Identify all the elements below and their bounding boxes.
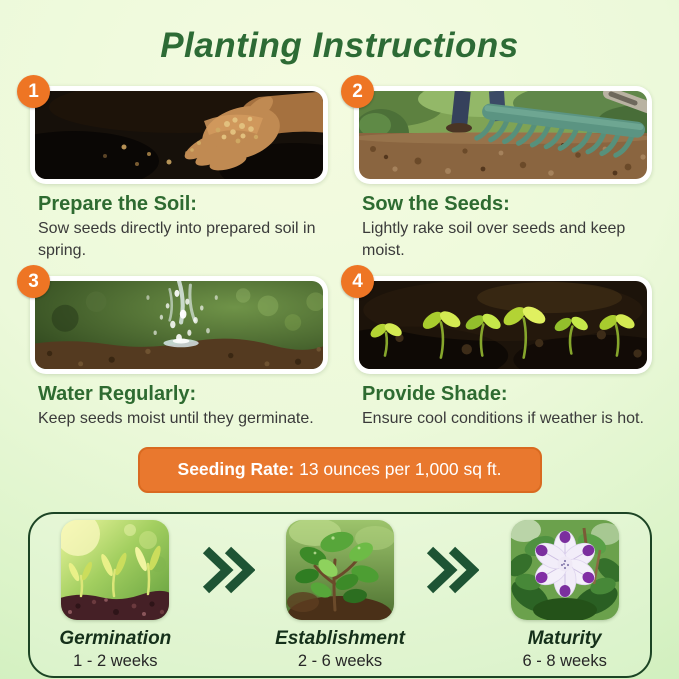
stage-duration: 2 - 6 weeks (297, 651, 383, 670)
step-title: Provide Shade: (362, 383, 508, 406)
step-number-badge: 3 (17, 265, 50, 298)
step-card-water-regularly (28, 270, 328, 430)
steps-grid (28, 80, 652, 430)
step-number-badge: 1 (17, 75, 50, 108)
double-chevron-right-icon (425, 545, 479, 595)
stage-duration: 6 - 8 weeks (522, 651, 607, 670)
step-number-badge: 4 (341, 265, 374, 298)
stage-germination (30, 520, 201, 671)
step-number-badge: 2 (341, 75, 374, 108)
photo-frame (354, 276, 652, 374)
seeding-rate-label: Seeding Rate: (177, 459, 295, 480)
step-description: Ensure cool conditions if weather is hot. (362, 410, 644, 428)
step-title: Sow the Seeds: (362, 193, 510, 215)
step-description: Sow seeds directly into prepared soil in spring. (38, 220, 316, 260)
page-title: Planting Instructions (160, 26, 519, 65)
photo-frame (30, 276, 328, 374)
garden-rake-photo (359, 91, 647, 179)
stage-duration: 1 - 2 weeks (73, 651, 158, 670)
stage-establishment (255, 520, 426, 671)
stage-name: Establishment (275, 627, 405, 649)
seeding-rate-value: 13 ounces per 1,000 sq ft. (299, 459, 502, 480)
step-title: Prepare the Soil: (38, 193, 197, 215)
water-splash-photo (35, 281, 323, 369)
photo-frame (354, 86, 652, 184)
step-title: Water Regularly: (38, 383, 197, 406)
hand-sowing-seeds-photo (35, 91, 323, 179)
double-chevron-right-icon (201, 545, 255, 595)
stage-name: Germination (59, 627, 172, 649)
maturity-flower-photo (511, 520, 619, 620)
establishment-plant-photo (286, 520, 394, 620)
germination-sprouts-photo (61, 520, 169, 620)
step-card-sow-seeds (352, 80, 652, 262)
step-description: Lightly rake soil over seeds and keep moist. (362, 220, 626, 260)
step-card-provide-shade (352, 270, 652, 430)
seeding-rate-banner (138, 447, 542, 493)
sprouting-seedlings-photo (359, 281, 647, 369)
step-card-prepare-soil (28, 80, 328, 262)
growth-timeline-box (28, 512, 652, 678)
stage-name: Maturity (527, 627, 602, 649)
stage-maturity (479, 520, 650, 671)
photo-frame (30, 86, 328, 184)
step-description: Keep seeds moist until they germinate. (38, 410, 314, 428)
